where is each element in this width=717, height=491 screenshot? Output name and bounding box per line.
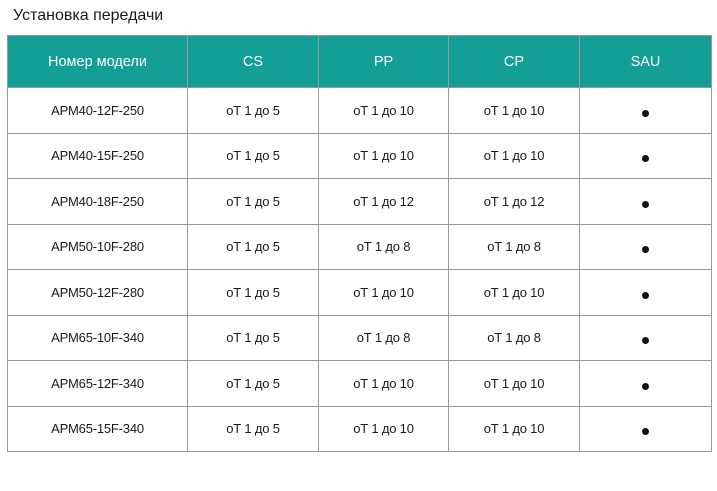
cell-cs: оТ 1 до 5	[188, 88, 319, 134]
bullet-dot-icon	[642, 155, 649, 162]
header-model-number: Номер модели	[8, 36, 188, 88]
cell-pp: оТ 1 до 12	[319, 179, 449, 225]
cell-model: APM50-10F-280	[8, 224, 188, 270]
cell-pp: оТ 1 до 10	[319, 270, 449, 316]
table-header-row	[8, 36, 712, 88]
bullet-dot-icon	[642, 110, 649, 117]
cell-model: APM40-12F-250	[8, 88, 188, 134]
cell-cs: оТ 1 до 5	[188, 315, 319, 361]
table-row	[8, 88, 712, 134]
cell-sau	[580, 315, 712, 361]
cell-cs: оТ 1 до 5	[188, 361, 319, 407]
bullet-dot-icon	[642, 246, 649, 253]
cell-sau	[580, 406, 712, 452]
cell-model: APM65-15F-340	[8, 406, 188, 452]
cell-cp: оТ 1 до 10	[449, 88, 580, 134]
table-row	[8, 133, 712, 179]
header-sau: SAU	[580, 36, 712, 88]
header-pp: PP	[319, 36, 449, 88]
header-cs: CS	[188, 36, 319, 88]
transmission-spec-table	[7, 35, 712, 452]
cell-cp: оТ 1 до 8	[449, 224, 580, 270]
cell-sau	[580, 361, 712, 407]
table-row	[8, 406, 712, 452]
bullet-dot-icon	[642, 383, 649, 390]
cell-cs: оТ 1 до 5	[188, 224, 319, 270]
cell-sau	[580, 179, 712, 225]
bullet-dot-icon	[642, 428, 649, 435]
cell-cp: оТ 1 до 10	[449, 270, 580, 316]
cell-model: APM40-18F-250	[8, 179, 188, 225]
cell-pp: оТ 1 до 8	[319, 315, 449, 361]
table-row	[8, 361, 712, 407]
cell-model: APM65-10F-340	[8, 315, 188, 361]
table-row	[8, 315, 712, 361]
cell-cp: оТ 1 до 8	[449, 315, 580, 361]
cell-pp: оТ 1 до 10	[319, 406, 449, 452]
cell-sau	[580, 270, 712, 316]
table-row	[8, 224, 712, 270]
table-row	[8, 270, 712, 316]
cell-pp: оТ 1 до 10	[319, 88, 449, 134]
bullet-dot-icon	[642, 292, 649, 299]
cell-model: APM50-12F-280	[8, 270, 188, 316]
cell-cs: оТ 1 до 5	[188, 133, 319, 179]
cell-cs: оТ 1 до 5	[188, 179, 319, 225]
cell-cp: оТ 1 до 10	[449, 361, 580, 407]
cell-model: APM65-12F-340	[8, 361, 188, 407]
cell-cs: оТ 1 до 5	[188, 270, 319, 316]
cell-pp: оТ 1 до 10	[319, 133, 449, 179]
table-row	[8, 179, 712, 225]
cell-model: APM40-15F-250	[8, 133, 188, 179]
cell-cs: оТ 1 до 5	[188, 406, 319, 452]
cell-pp: оТ 1 до 8	[319, 224, 449, 270]
cell-cp: оТ 1 до 10	[449, 406, 580, 452]
cell-sau	[580, 88, 712, 134]
cell-cp: оТ 1 до 10	[449, 133, 580, 179]
page-title: Установка передачи	[13, 7, 164, 24]
cell-pp: оТ 1 до 10	[319, 361, 449, 407]
cell-cp: оТ 1 до 12	[449, 179, 580, 225]
bullet-dot-icon	[642, 201, 649, 208]
cell-sau	[580, 224, 712, 270]
header-cp: CP	[449, 36, 580, 88]
bullet-dot-icon	[642, 337, 649, 344]
cell-sau	[580, 133, 712, 179]
